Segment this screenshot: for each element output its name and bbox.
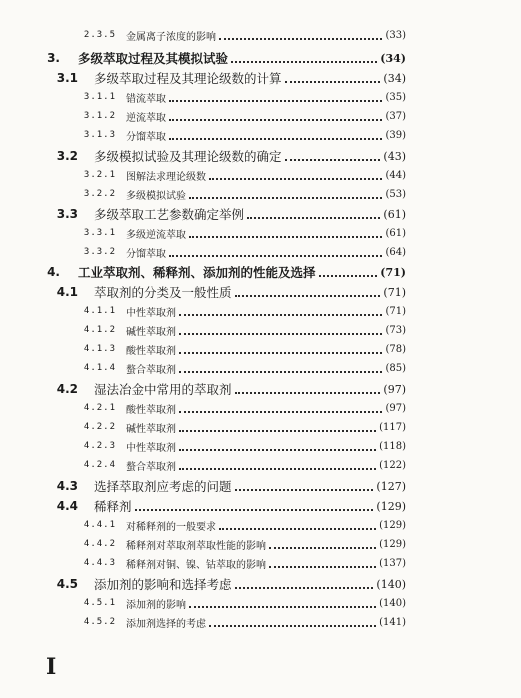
- page-number: (73): [385, 324, 406, 336]
- section-title: 碱性萃取剂: [126, 423, 176, 435]
- page-number: (117): [379, 421, 406, 433]
- page-number: (61): [385, 227, 406, 239]
- dot-leader: [179, 370, 382, 373]
- dot-leader: [209, 177, 382, 180]
- section-number: 3.2: [56, 149, 78, 163]
- toc-entry[interactable]: [0, 184, 521, 204]
- section-title: 多级萃取工艺参数确定举例: [94, 207, 245, 222]
- page-number: (71): [385, 305, 406, 317]
- toc-entry[interactable]: [0, 553, 521, 573]
- section-number: 4.2: [56, 382, 78, 396]
- page-number: (129): [376, 499, 406, 513]
- dot-leader: [247, 216, 380, 219]
- dot-leader: [179, 410, 382, 413]
- section-title: 多级模拟试验: [126, 190, 186, 202]
- section-title: 错流萃取: [126, 93, 166, 105]
- toc-entry[interactable]: [0, 204, 521, 224]
- dot-leader: [235, 488, 374, 491]
- toc-entry[interactable]: [0, 146, 521, 166]
- section-number: 3.1.2: [83, 111, 116, 121]
- dot-leader: [169, 118, 382, 121]
- page-number: (44): [385, 169, 406, 181]
- page-number: (64): [385, 246, 406, 258]
- dot-leader: [235, 586, 374, 589]
- section-number: 4.3: [56, 479, 78, 493]
- section-title: 多级萃取过程及其模拟试验: [78, 51, 229, 66]
- section-title: 金属离子浓度的影响: [126, 31, 216, 43]
- dot-leader: [189, 196, 382, 199]
- dot-leader: [179, 332, 382, 335]
- section-title: 螯合萃取剂: [126, 364, 176, 376]
- dot-leader: [219, 527, 376, 530]
- section-number: 3.1: [56, 71, 78, 85]
- dot-leader: [135, 508, 374, 511]
- section-title: 添加剂的影响: [126, 599, 186, 611]
- section-number: 4.2.1: [83, 403, 116, 413]
- toc-entry[interactable]: [0, 455, 521, 475]
- page-number: (34): [383, 71, 406, 85]
- toc-entry[interactable]: [0, 106, 521, 126]
- dot-leader: [209, 624, 376, 627]
- page-number: (137): [379, 557, 406, 569]
- dot-leader: [285, 158, 381, 161]
- section-title: 中性萃取剂: [126, 307, 176, 319]
- toc-entry[interactable]: [0, 262, 521, 282]
- section-title: 对稀释剂的一般要求: [126, 521, 216, 533]
- page-number: (33): [385, 29, 406, 41]
- page-number: (140): [376, 577, 406, 591]
- dot-leader: [235, 294, 381, 297]
- toc-entry[interactable]: [0, 593, 521, 613]
- section-number: 4.2.2: [83, 422, 116, 432]
- dot-leader: [179, 313, 382, 316]
- section-title: 选择萃取剂应考虑的问题: [94, 479, 232, 494]
- page-number: (97): [385, 402, 406, 414]
- page-number: (43): [383, 149, 406, 163]
- section-title: 湿法冶金中常用的萃取剂: [94, 382, 232, 397]
- dot-leader: [235, 391, 381, 394]
- section-number: 4.1.4: [83, 363, 116, 373]
- page-number: (34): [380, 51, 406, 65]
- dot-leader: [231, 60, 377, 63]
- page-number: (141): [379, 616, 406, 628]
- toc-entry[interactable]: [0, 125, 521, 145]
- section-title: 酸性萃取剂: [126, 404, 176, 416]
- section-title: 中性萃取剂: [126, 442, 176, 454]
- dot-leader: [189, 605, 376, 608]
- page-number: (127): [376, 479, 406, 493]
- section-number: 4.5.2: [83, 617, 116, 627]
- page-number: (97): [383, 382, 406, 396]
- toc-entry[interactable]: [0, 223, 521, 243]
- section-number: 4.4: [56, 499, 78, 513]
- toc-entry[interactable]: [0, 282, 521, 302]
- page-number: (129): [379, 519, 406, 531]
- section-number: 4.1: [56, 285, 78, 299]
- section-title: 稀释剂对铜、镍、钴萃取的影响: [126, 559, 266, 571]
- toc-entry[interactable]: [0, 242, 521, 262]
- page-number: (53): [385, 188, 406, 200]
- page-number: (37): [385, 110, 406, 122]
- section-number: 4.5: [56, 577, 78, 591]
- page-number: (71): [383, 285, 406, 299]
- section-number: 3.3.1: [83, 228, 116, 238]
- page-number: (129): [379, 538, 406, 550]
- toc-entry[interactable]: [0, 534, 521, 554]
- page-number: (39): [385, 129, 406, 141]
- section-title: 酸性萃取剂: [126, 345, 176, 357]
- section-number: 3.3: [56, 207, 78, 221]
- section-title: 稀释剂对萃取剂萃取性能的影响: [126, 540, 266, 552]
- section-number: 3.2.1: [83, 170, 116, 180]
- page-number: (71): [380, 265, 406, 279]
- toc-entry[interactable]: [0, 320, 521, 340]
- dot-leader: [179, 351, 382, 354]
- section-number: 4.1.1: [83, 306, 116, 316]
- page-number: (140): [379, 597, 406, 609]
- page-number: (78): [385, 343, 406, 355]
- dot-leader: [179, 448, 376, 451]
- section-number: 4.5.1: [83, 598, 116, 608]
- dot-leader: [179, 467, 376, 470]
- section-title: 工业萃取剂、稀释剂、添加剂的性能及选择: [78, 265, 316, 280]
- toc-entry[interactable]: [0, 476, 521, 496]
- section-number: 4.1.2: [83, 325, 116, 335]
- page-number: (118): [379, 440, 406, 452]
- section-title: 图解法求理论级数: [126, 171, 206, 183]
- toc-entry[interactable]: [0, 87, 521, 107]
- section-number: 3.2.2: [83, 189, 116, 199]
- dot-leader: [189, 235, 382, 238]
- toc-entry[interactable]: [0, 574, 521, 594]
- toc-entry[interactable]: [0, 301, 521, 321]
- dot-leader: [285, 80, 381, 83]
- section-title: 添加剂的影响和选择考虑: [94, 577, 232, 592]
- dot-leader: [269, 565, 376, 568]
- section-title: 多级逆流萃取: [126, 229, 186, 241]
- section-number: 4.4.3: [83, 558, 116, 568]
- toc-entry[interactable]: [0, 379, 521, 399]
- dot-leader: [169, 99, 382, 102]
- toc-entry[interactable]: [0, 515, 521, 535]
- section-title: 多级萃取过程及其理论级数的计算: [94, 71, 282, 86]
- section-title: 螯合萃取剂: [126, 461, 176, 473]
- toc-entry[interactable]: [0, 436, 521, 456]
- section-number: 4.: [47, 265, 60, 279]
- toc-entry[interactable]: [0, 496, 521, 516]
- section-number: 4.4.2: [83, 539, 116, 549]
- toc-entry[interactable]: [0, 358, 521, 378]
- section-title: 稀释剂: [94, 499, 132, 514]
- section-number: 4.4.1: [83, 520, 116, 530]
- page-number: (122): [379, 459, 406, 471]
- section-number: 3.3.2: [83, 247, 116, 257]
- dot-leader: [169, 254, 382, 257]
- dot-leader: [319, 274, 378, 277]
- dot-leader: [219, 37, 382, 40]
- page-number: (35): [385, 91, 406, 103]
- section-title: 分馏萃取: [126, 248, 166, 260]
- page-number: (85): [385, 362, 406, 374]
- toc-entry[interactable]: [0, 417, 521, 437]
- section-title: 萃取剂的分类及一般性质: [94, 285, 232, 300]
- section-number: 4.2.3: [83, 441, 116, 451]
- toc-entry[interactable]: [0, 48, 521, 68]
- section-title: 添加剂选择的考虑: [126, 618, 206, 630]
- section-number: 3.: [47, 51, 60, 65]
- section-title: 多级模拟试验及其理论级数的确定: [94, 149, 282, 164]
- toc-entry[interactable]: [0, 165, 521, 185]
- toc-entry[interactable]: [0, 339, 521, 359]
- page-number-roman: I: [46, 654, 57, 680]
- toc-entry[interactable]: [0, 68, 521, 88]
- page-number: (61): [383, 207, 406, 221]
- section-number: 2.3.5: [83, 30, 116, 40]
- section-title: 碱性萃取剂: [126, 326, 176, 338]
- toc-entry[interactable]: [0, 25, 521, 45]
- dot-leader: [169, 137, 382, 140]
- section-number: 4.1.3: [83, 344, 116, 354]
- dot-leader: [179, 429, 376, 432]
- section-title: 分馏萃取: [126, 131, 166, 143]
- toc-entry[interactable]: [0, 612, 521, 632]
- section-number: 3.1.1: [83, 92, 116, 102]
- section-number: 3.1.3: [83, 130, 116, 140]
- toc-entry[interactable]: [0, 398, 521, 418]
- section-title: 逆流萃取: [126, 112, 166, 124]
- dot-leader: [269, 546, 376, 549]
- section-number: 4.2.4: [83, 460, 116, 470]
